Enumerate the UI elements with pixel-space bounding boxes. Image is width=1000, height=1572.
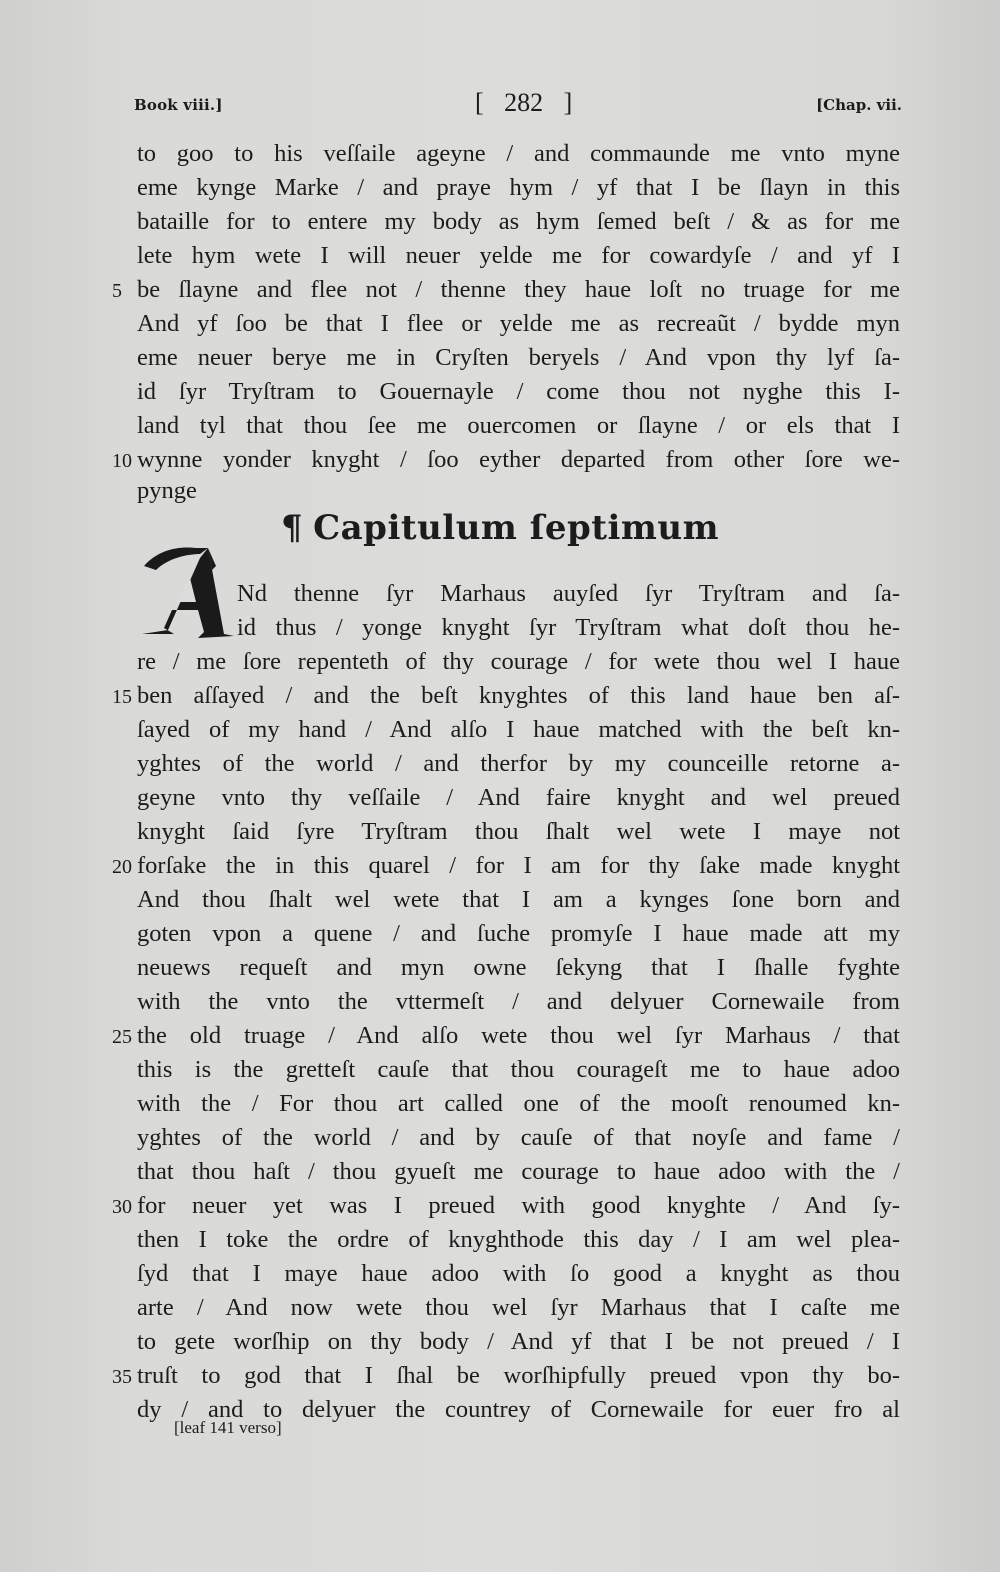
running-head-book: Book viii.] [134,96,223,114]
line-number: 30 [112,1196,132,1218]
text-line: ſyd that I maye haue adoo with ſo good a knyght as thou [137,1260,900,1287]
chapter-title: Capitulum ſeptimum [313,508,720,548]
text-line: And thou ſhalt wel wete that I am a kynges ſone born and [137,886,900,913]
text-line: And yf ſoo be that I flee or yelde me as recreaũt / bydde myn [137,310,900,337]
text-line: knyght ſaid ſyre Tryſtram thou ſhalt wel wete I maye not [137,818,900,845]
text-line: yghtes of the world / and therfor by my counceille retorne a- [137,750,900,777]
text-line: neuews requeſt and myn owne ſekyng that I ſhalle fyghte [137,954,900,981]
text-line: be ſlayne and flee not / thenne they haue loſt no truage for me [137,276,900,303]
text-line: id thus / yonge knyght ſyr Tryſtram what doſt thou he- [237,614,900,641]
text-line: arte / And now wete thou wel ſyr Marhaus that I caſte me [137,1294,900,1321]
text-line: with the / For thou art called one of the mooſt renoumed kn- [137,1090,900,1117]
text-line: yghtes of the world / and by cauſe of that noyſe and fame / [137,1124,900,1151]
text-line: id ſyr Tryſtram to Gouernayle / come thou not nyghe this I- [137,378,900,405]
decorated-initial [138,544,234,640]
pilcrow-icon: ¶ [280,508,304,548]
text-line: to goo to his veſſaile ageyne / and commaunde me vnto myne [137,140,900,167]
line-number: 20 [112,856,132,878]
line-number: 15 [112,686,132,708]
text-line: Nd thenne ſyr Marhaus auyſed ſyr Tryſtram and ſa- [237,580,900,607]
text-line: dy / and to delyuer the countrey of Cornewaile for euer fro al [137,1396,900,1423]
text-line: pynge [137,477,197,504]
text-line: bataille for to entere my body as hym ſemed beſt / & as for me [137,208,900,235]
text-line: ſayed of my hand / And alſo I haue matched with the beſt kn- [137,716,900,743]
running-head [0,88,1000,128]
line-number: 5 [112,280,122,302]
text-line: for neuer yet was I preued with good knyghte / And ſy- [137,1192,900,1219]
leaf-note: [leaf 141 verso] [174,1418,282,1437]
text-line: ben aſſayed / and the beſt knyghtes of this land haue ben aſ- [137,682,900,709]
text-line: wynne yonder knyght / ſoo eyther departed from other ſore we- [137,446,900,473]
text-line: that thou haſt / thou gyueſt me courage to haue adoo with the / [137,1158,900,1185]
text-line: then I toke the ordre of knyghthode this day / I am wel plea- [137,1226,900,1253]
running-head-chapter: [Chap. vii. [816,96,902,114]
text-line: with the vnto the vttermeſt / and delyuer Cornewaile from [137,988,900,1015]
line-number: 25 [112,1026,132,1048]
text-line: eme neuer berye me in Cryſten beryels / And vpon thy lyf ſa- [137,344,900,371]
text-line: this is the gretteſt cauſe that thou courageſt me to haue adoo [137,1056,900,1083]
initial-ornament-icon [138,544,234,640]
line-number: 10 [112,450,132,472]
text-line: forſake the in this quarel / for I am for thy ſake made knyght [137,852,900,879]
text-line: eme kynge Marke / and praye hym / yf that I be ſlayn in this [137,174,900,201]
text-line: geyne vnto thy veſſaile / And faire knyght and wel preued [137,784,900,811]
line-number: 35 [112,1366,132,1388]
text-line: goten vpon a quene / and ſuche promyſe I haue made att my [137,920,900,947]
page-number: [ 282 ] [475,88,573,117]
text-line: truſt to god that I ſhal be worſhipfully preued vpon thy bo- [137,1362,900,1389]
text-line: re / me ſore repenteth of thy courage / for wete thou wel I haue [137,648,900,675]
text-line: to gete worſhip on thy body / And yf that I be not preued / I [137,1328,900,1355]
text-line: lete hym wete I will neuer yelde me for cowardyſe / and yf I [137,242,900,269]
text-line: the old truage / And alſo wete thou wel ſyr Marhaus / that [137,1022,900,1049]
text-line: land tyl that thou ſee me ouercomen or ſlayne / or els that I [137,412,900,439]
